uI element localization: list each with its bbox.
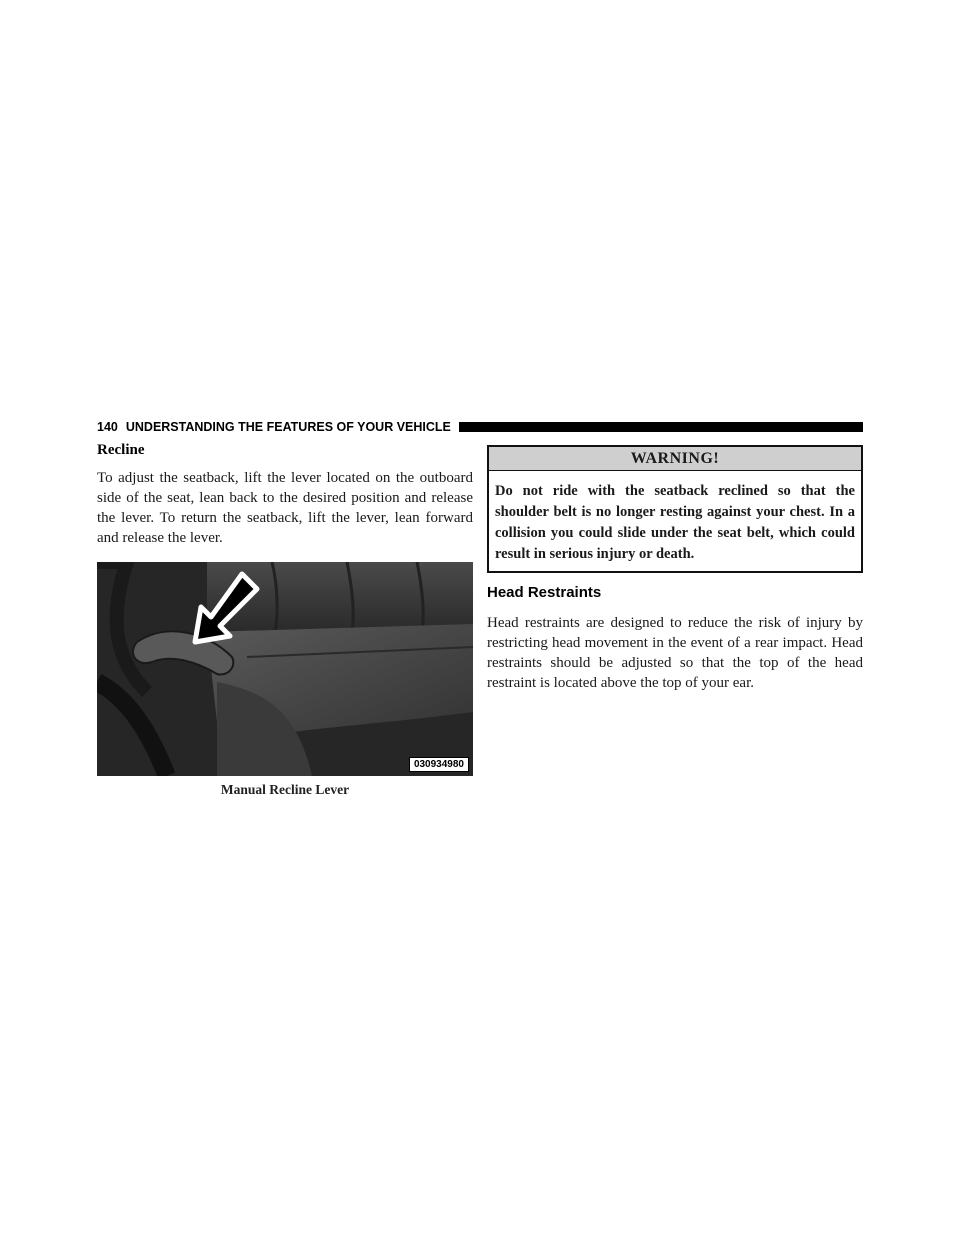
figure-caption: Manual Recline Lever bbox=[220, 782, 350, 797]
recline-body: To adjust the seatback, lift the lever located on the outboard side of the seat, lean back to the desired position and release the lever. To return the seatback, lift the lever, lean forward and release the lever. bbox=[97, 470, 473, 546]
page-header bbox=[97, 418, 863, 436]
head-restraints-body: Head restraints are designed to reduce the risk of injury by restricting head movement in the event of a rear impact. Head restraints should be adjusted so that the top of the head restraint is located above the top of your ear. bbox=[487, 615, 863, 691]
right-column bbox=[487, 445, 863, 693]
left-column bbox=[97, 442, 473, 798]
head-restraints-heading: Head Restraints bbox=[487, 584, 602, 601]
recline-lever-figure bbox=[97, 562, 473, 776]
section-title: UNDERSTANDING THE FEATURES OF YOUR VEHICLE bbox=[125, 420, 451, 434]
figure-code: 030934980 bbox=[409, 757, 469, 772]
warning-box bbox=[487, 445, 863, 573]
header-rule bbox=[459, 422, 863, 432]
seat-photo-illustration bbox=[97, 562, 473, 776]
recline-heading: Recline bbox=[97, 442, 145, 458]
page-number: 140 bbox=[97, 420, 118, 434]
warning-title: WARNING! bbox=[489, 447, 861, 471]
warning-body: Do not ride with the seatback reclined so that the shoulder belt is no longer resting against your chest. In a collision you could slide under the seat belt, which could result in serious injury or death. bbox=[495, 483, 855, 562]
